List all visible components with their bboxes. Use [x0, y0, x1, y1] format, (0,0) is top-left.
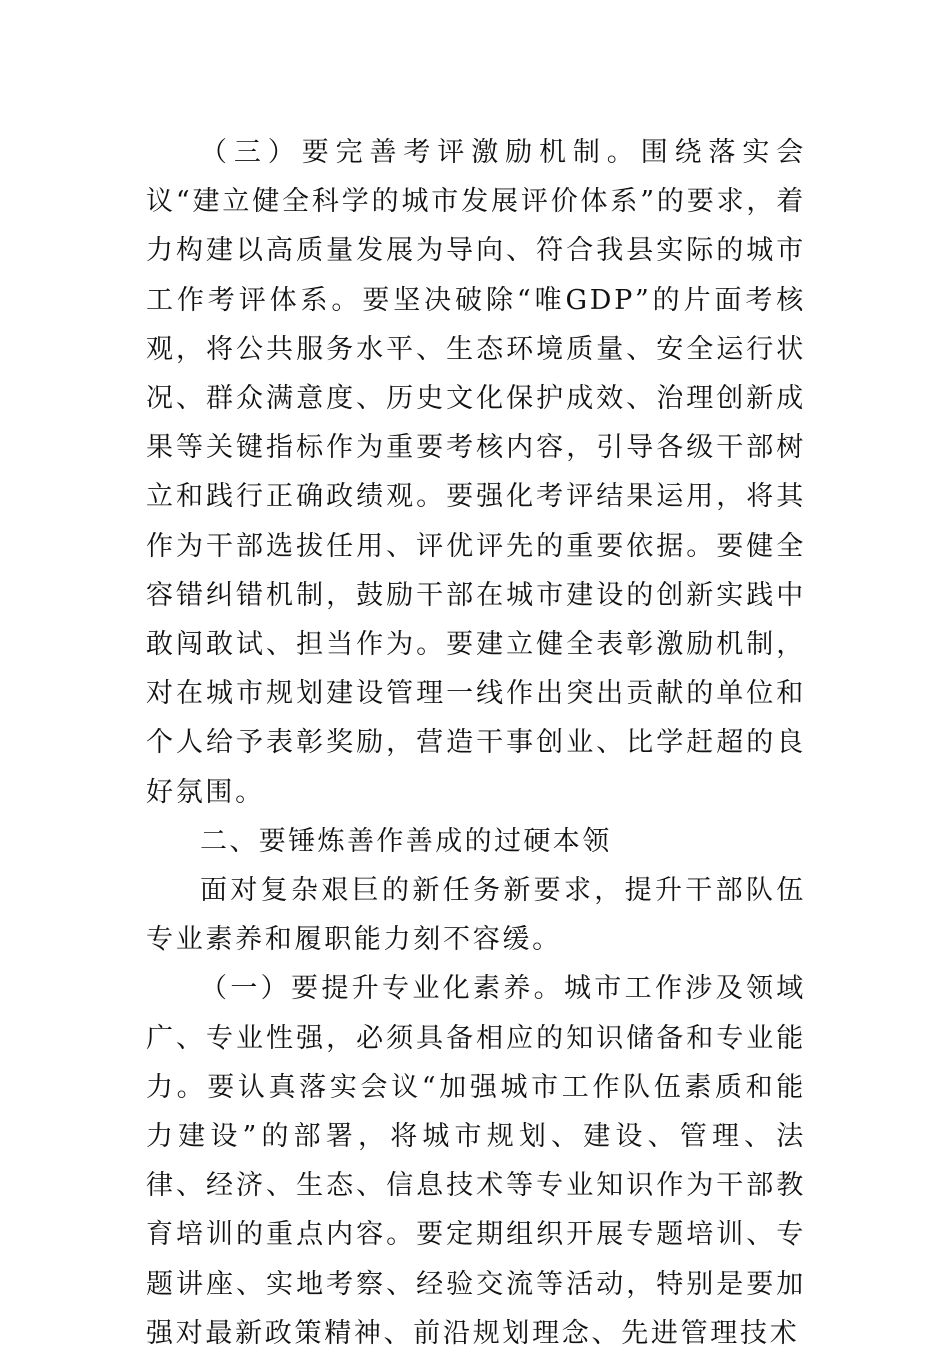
section-heading: 二、要锤炼善作善成的过硬本领: [200, 825, 612, 857]
document-body: [146, 128, 806, 1358]
paragraph-professional-quality: （一）要提升专业化素养。城市工作涉及领域广、专业性强，必须具备相应的知识储备和专业能力。要认真落实会议“加强城市工作队伍素质和能力建设”的部署，将城市规划、建设、管理、法律、经济、生态、信息技术等专业知识作为干部教育培训的重点内容。要定期组织开展专题培训、专题讲座、实地考察、经验交流等活动，特别是要加强对最新政策精神、前沿规划理念、先进管理技术: [146, 973, 806, 1349]
paragraph-evaluation-incentive: （三）要完善考评激励机制。围绕落实会议“建立健全科学的城市发展评价体系”的要求，着力构建以高质量发展为导向、符合我县实际的城市工作考评体系。要坚决破除“唯GDP”的片面考核观，将公共服务水平、生态环境质量、安全运行状况、群众满意度、历史文化保护成效、治理创新成果等关键指标作为重要考核内容，引导各级干部树立和践行正确政绩观。要强化考评结果运用，将其作为干部选拔任用、评优评先的重要依据。要健全容错纠错机制，鼓励干部在城市建设的创新实践中敢闯敢试、担当作为。要建立健全表彰激励机制，对在城市规划建设管理一线作出突出贡献的单位和个人给予表彰奖励，营造干事创业、比学赶超的良好氛围。: [146, 137, 806, 808]
paragraph-intro: 面对复杂艰巨的新任务新要求，提升干部队伍专业素养和履职能力刻不容缓。: [146, 875, 806, 956]
